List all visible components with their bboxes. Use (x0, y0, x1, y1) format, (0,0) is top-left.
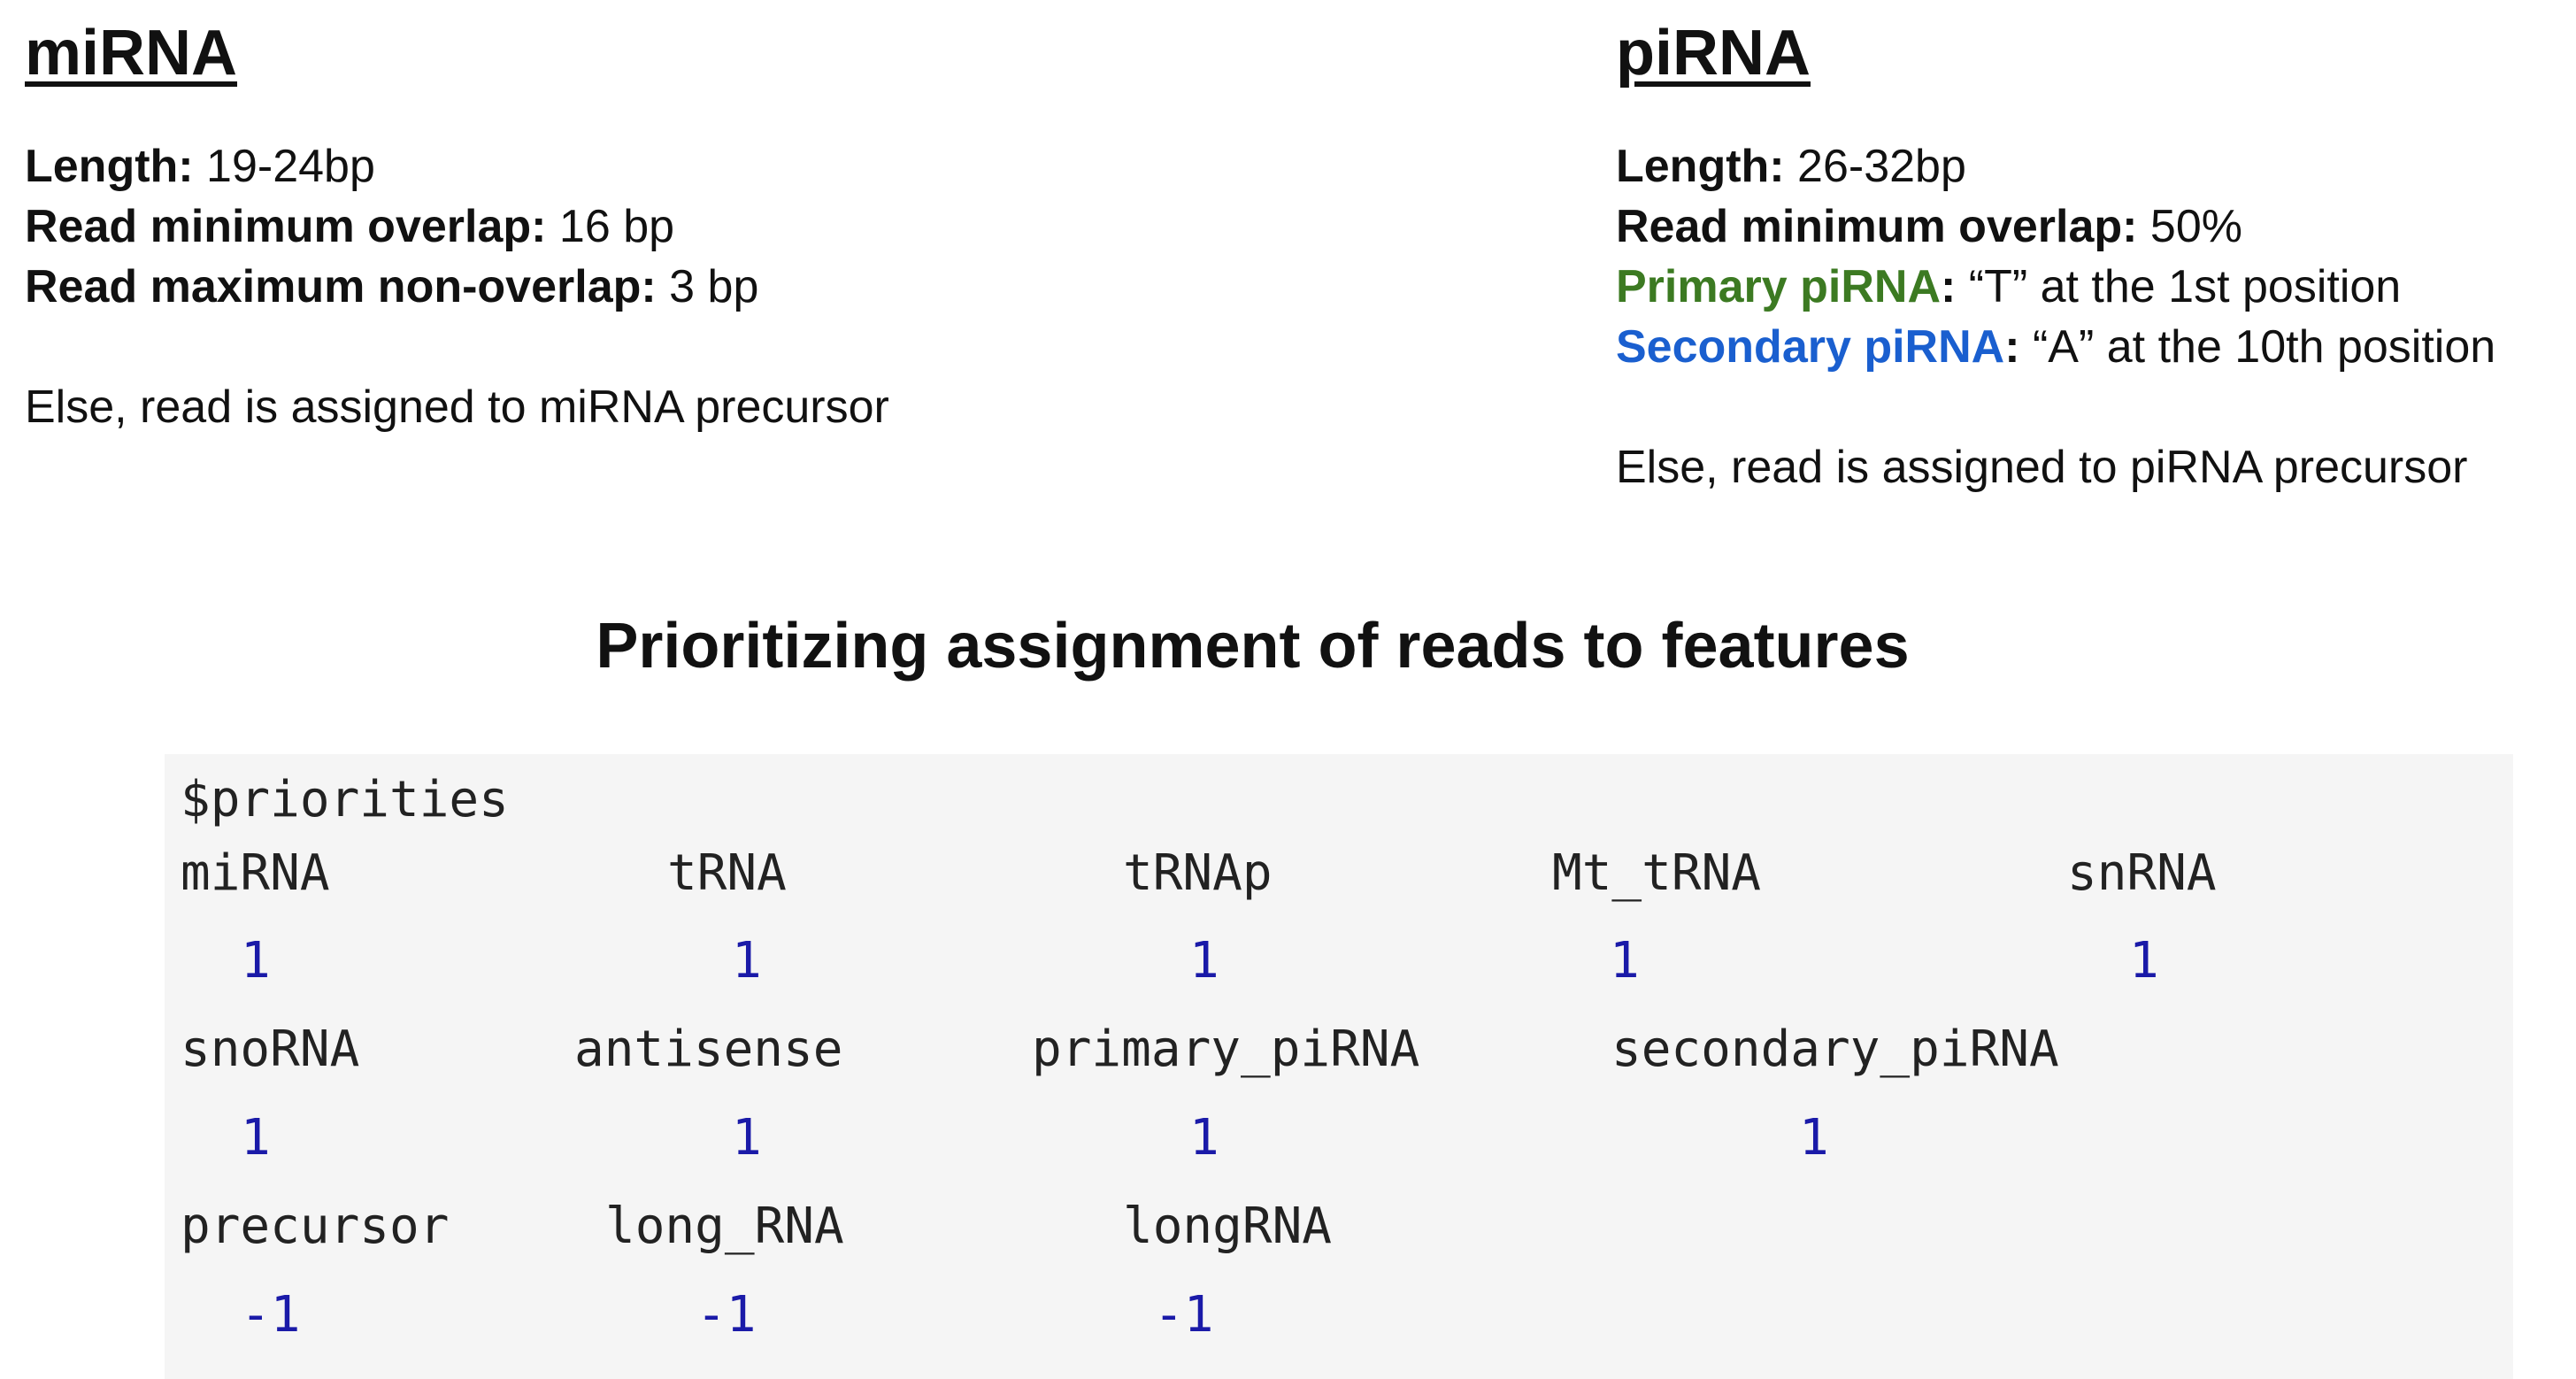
mirna-else-text: Else, read is assigned to miRNA precursor (25, 381, 889, 433)
priority-feature-name: antisense (574, 1021, 843, 1078)
priority-feature-name: longRNA (1123, 1198, 1333, 1255)
priority-feature-value: 1 (1189, 932, 1219, 990)
mirna-section (25, 9, 889, 437)
pirna-primary-line (1616, 257, 2495, 317)
priority-feature-name: tRNAp (1123, 844, 1273, 902)
mirna-heading: miRNA (25, 18, 238, 89)
mirna-min-overlap-value: 16 bp (546, 201, 675, 252)
primary-pirna-label: Primary piRNA (1616, 261, 1941, 312)
pirna-length-line (1616, 136, 2495, 196)
mirna-length-line (25, 136, 889, 196)
priority-feature-name: secondary_piRNA (1611, 1021, 2059, 1078)
mirna-min-overlap-label: Read minimum overlap: (25, 201, 547, 252)
priority-feature-value: 1 (732, 932, 762, 990)
priority-feature-value: 1 (1189, 1109, 1219, 1167)
priority-feature-name: tRNA (667, 844, 787, 902)
priority-feature-name: snRNA (2067, 844, 2217, 902)
pirna-min-overlap-line (1616, 196, 2495, 257)
priority-feature-value: 1 (2129, 932, 2159, 990)
mirna-min-overlap-line (25, 196, 889, 257)
primary-pirna-value: “T” at the 1st position (1956, 261, 2402, 312)
priority-feature-name: primary_piRNA (1032, 1021, 1420, 1078)
pirna-min-overlap-value: 50% (2137, 201, 2242, 252)
mirna-max-nonoverlap-label: Read maximum non-overlap: (25, 261, 657, 312)
mirna-max-nonoverlap-value: 3 bp (656, 261, 759, 312)
priority-feature-name: snoRNA (181, 1021, 360, 1078)
priority-feature-value: 1 (1610, 932, 1640, 990)
priority-feature-value: 1 (1799, 1109, 1829, 1167)
pirna-else-text: Else, read is assigned to piRNA precursor (1616, 442, 2468, 493)
mirna-length-label: Length: (25, 141, 194, 192)
secondary-pirna-value: “A” at the 10th position (2019, 321, 2496, 373)
priority-feature-value: 1 (732, 1109, 762, 1167)
priority-feature-value: -1 (696, 1286, 757, 1344)
pirna-secondary-line (1616, 317, 2495, 377)
priorities-code-block (165, 754, 2513, 1379)
pirna-section (1616, 9, 2495, 497)
priorities-title (0, 602, 2576, 690)
secondary-pirna-label: Secondary piRNA (1616, 321, 2005, 373)
pirna-length-value: 26-32bp (1784, 141, 1966, 192)
priority-feature-name: Mt_tRNA (1552, 844, 1762, 902)
secondary-pirna-colon: : (2004, 321, 2020, 373)
priorities-title-text: Prioritizing assignment of reads to features (596, 611, 1910, 682)
priority-feature-name: precursor (181, 1198, 450, 1255)
pirna-rules (1616, 136, 2495, 497)
priority-feature-value: -1 (1154, 1286, 1214, 1344)
primary-pirna-colon: : (1941, 261, 1957, 312)
mirna-rules (25, 136, 889, 437)
priority-feature-value: 1 (241, 932, 271, 990)
pirna-min-overlap-label: Read minimum overlap: (1616, 201, 2138, 252)
mirna-length-value: 19-24bp (193, 141, 375, 192)
priorities-variable-name: $priorities (181, 771, 509, 828)
priority-feature-value: 1 (241, 1109, 271, 1167)
mirna-max-nonoverlap-line (25, 257, 889, 317)
priority-feature-value: -1 (241, 1286, 301, 1344)
priority-feature-name: miRNA (181, 844, 330, 902)
pirna-length-label: Length: (1616, 141, 1785, 192)
priority-feature-name: long_RNA (605, 1198, 844, 1255)
pirna-heading: piRNA (1616, 18, 1811, 89)
